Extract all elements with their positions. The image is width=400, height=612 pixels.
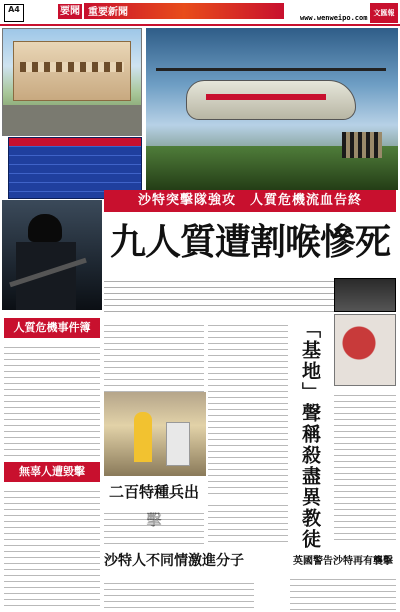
column2-body-text (208, 320, 288, 496)
photo-soldier (2, 200, 102, 310)
column2-body-text-2 (208, 500, 288, 544)
vertical-headline: 「基地」聲稱殺盡異教徒 (299, 318, 321, 550)
photo-figure-white (166, 422, 190, 466)
right-body-text-2 (290, 574, 396, 610)
soldier-body (16, 242, 76, 310)
section-title: 重要新聞 (88, 7, 128, 18)
middle-heading-special-forces: 二百特種兵出 (108, 483, 199, 501)
main-headline: 九人質遭割喉慘死 (109, 221, 390, 263)
masthead-rule (0, 24, 400, 26)
helicopter-rotor (156, 68, 386, 71)
photo-people (342, 132, 382, 158)
newspaper-logo: 文匯報 (370, 3, 398, 23)
table-header-row (9, 138, 141, 147)
middle-body-text (104, 320, 204, 392)
masthead (0, 0, 400, 26)
middle-heading-saudis: 沙特人不同情激進分子 (104, 553, 244, 569)
page-marker: A4 (4, 4, 24, 22)
photo-rescue (104, 392, 206, 476)
table-row (9, 174, 141, 183)
photo-compound (2, 28, 142, 136)
photo-building (13, 41, 131, 101)
photo-helicopter (146, 28, 398, 190)
photo-figure-yellow (134, 412, 152, 462)
photo-flag (334, 278, 396, 312)
left-heading-timeline: 人質危機事件簿 (4, 318, 100, 338)
soldier-helmet (28, 214, 62, 242)
left-heading-victims: 無辜人遭毀擊 (4, 462, 100, 482)
helicopter-stripe (206, 94, 326, 100)
section-tag: 要聞 (60, 6, 80, 17)
site-url[interactable]: www.wenweipo.com (300, 14, 368, 22)
helicopter-body (186, 80, 356, 120)
table-row (9, 156, 141, 165)
photo-road (3, 105, 142, 135)
kicker-headline: 沙特突擊隊強攻 人質危機流血告終 (104, 190, 396, 212)
left-body-text-2 (4, 486, 100, 610)
right-body-text (334, 390, 396, 540)
middle-body-text-3 (104, 578, 254, 610)
table-row (9, 147, 141, 156)
middle-body-text-2 (104, 508, 204, 544)
left-body-text (4, 342, 100, 460)
photo-crime-scene (334, 314, 396, 386)
table-row (9, 165, 141, 174)
right-heading-uk-warning: 英國警告沙特再有襲擊 (293, 556, 393, 567)
